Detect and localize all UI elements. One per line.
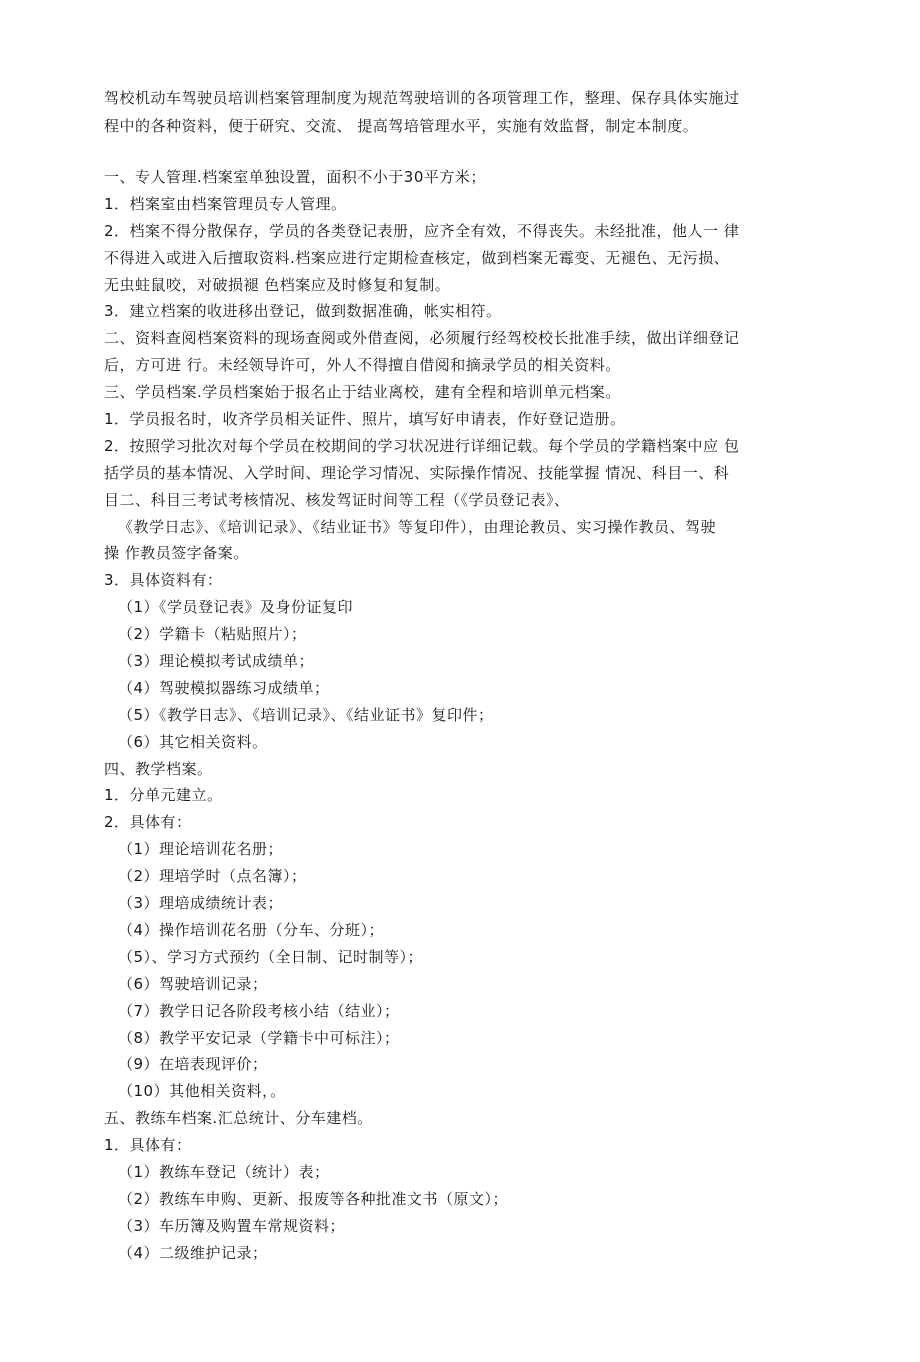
list-item: （1）理论培训花名册； [118, 840, 284, 859]
list-item: （8）教学平安记录（学籍卡中可标注）； [118, 1028, 400, 1047]
section-5-heading: 五、教练车档案.汇总统计、分车建档。 [104, 1109, 373, 1128]
section-4-line: 1．分单元建立。 [104, 786, 223, 805]
list-item: （3）理培成绩统计表； [118, 894, 284, 913]
section-5-line: 1．具体有： [104, 1136, 192, 1155]
section-4-line: 2．具体有： [104, 813, 192, 832]
section-3-line: 《教学日志》、《培训记录》、《结业证书》等复印件），由理论教员、实习操作教员、驾驶 [118, 517, 717, 536]
section-3-heading: 三、学员档案.学员档案始于报名止于结业离校，建有全程和培训单元档案。 [104, 383, 621, 402]
list-item: （2）学籍卡（粘贴照片）； [118, 625, 307, 644]
list-item: （10）其他相关资料，。 [118, 1082, 286, 1101]
document-body [104, 84, 822, 1267]
list-item: （3）车历簿及购置车常规资料； [118, 1216, 346, 1235]
paragraph-gap [104, 140, 822, 164]
section-2-line: 后，方可进 行。未经领导许可，外人不得擅自借阅和摘录学员的相关资料。 [104, 356, 621, 375]
list-item: （1）《学员登记表》及身份证复印 [118, 598, 354, 617]
section-3-line: 目二、科目三考试考核情况、核发驾证时间等工程（《学员登记表》、 [104, 490, 570, 509]
section-3-line: 括学员的基本情况、入学时间、理论学习情况、实际操作情况、技能掌握 情况、科目一、科 [104, 463, 730, 482]
list-item: （1）教练车登记（统计）表； [118, 1162, 330, 1181]
section-1-line: 1．档案室由档案管理员专人管理。 [104, 194, 347, 213]
list-item: （9）在培表现评价； [118, 1055, 268, 1074]
list-item: （4）操作培训花名册（分车、分班）； [118, 920, 385, 939]
list-item: （5）、学习方式预约（全日制、记时制等）； [118, 947, 424, 966]
section-1-line: 2．档案不得分散保存，学员的各类登记表册，应齐全有效，不得丧失。未经批准，他人一 律 [104, 221, 740, 240]
list-item: （3）理论模拟考试成绩单； [118, 652, 315, 671]
section-1-line: 无虫蛀鼠咬，对破损褪 色档案应及时修复和复制。 [104, 275, 451, 294]
section-1-heading: 一、专人管理.档案室单独设置，面积不小于30平方米； [104, 168, 486, 186]
section-4-heading: 四、教学档案。 [104, 759, 213, 778]
intro-line-1: 驾校机动车驾驶员培训档案管理制度为规范驾驶培训的各项管理工作，整理、保存具体实施过 [104, 89, 740, 107]
section-3-line: 3．具体资料有： [104, 571, 223, 590]
section-3-line: 1．学员报名时，收齐学员相关证件、照片，填写好申请表，作好登记造册。 [104, 410, 626, 429]
list-item: （2）教练车申购、更新、报废等各种批准文书（原文）； [118, 1189, 509, 1208]
section-1-line: 3．建立档案的收进移出登记，做到数据准确，帐实相符。 [104, 302, 502, 321]
section-3-line: 2．按照学习批次对每个学员在校期间的学习状况进行详细记载。每个学员的学籍档案中应 包 [104, 436, 740, 455]
list-item: （6）驾驶培训记录； [118, 974, 268, 993]
list-item: （4）驾驶模拟器练习成绩单； [118, 678, 330, 697]
list-item: （4）二级维护记录； [118, 1243, 268, 1262]
list-item: （6）其它相关资料。 [118, 732, 268, 751]
section-1-line: 不得进入或进入后擅取资料.档案应进行定期检查核定，做到档案无霉变、无褪色、无污损、 [104, 248, 730, 267]
section-2-heading: 二、资料查阅档案资料的现场查阅或外借查阅，必须履行经驾校校长批准手续，做出详细登记 [104, 329, 740, 348]
list-item: （5）《教学日志》、《培训记录》、《结业证书》复印件； [118, 705, 494, 724]
list-item: （7）教学日记各阶段考核小结（结业）； [118, 1001, 400, 1020]
list-item: （2）理培学时（点名簿）； [118, 867, 307, 886]
intro-line-2: 程中的各种资料，便于研究、交流、 提高驾培管理水平，实施有效监督，制定本制度。 [104, 117, 699, 135]
section-3-line: 操 作教员签字备案。 [104, 544, 249, 563]
